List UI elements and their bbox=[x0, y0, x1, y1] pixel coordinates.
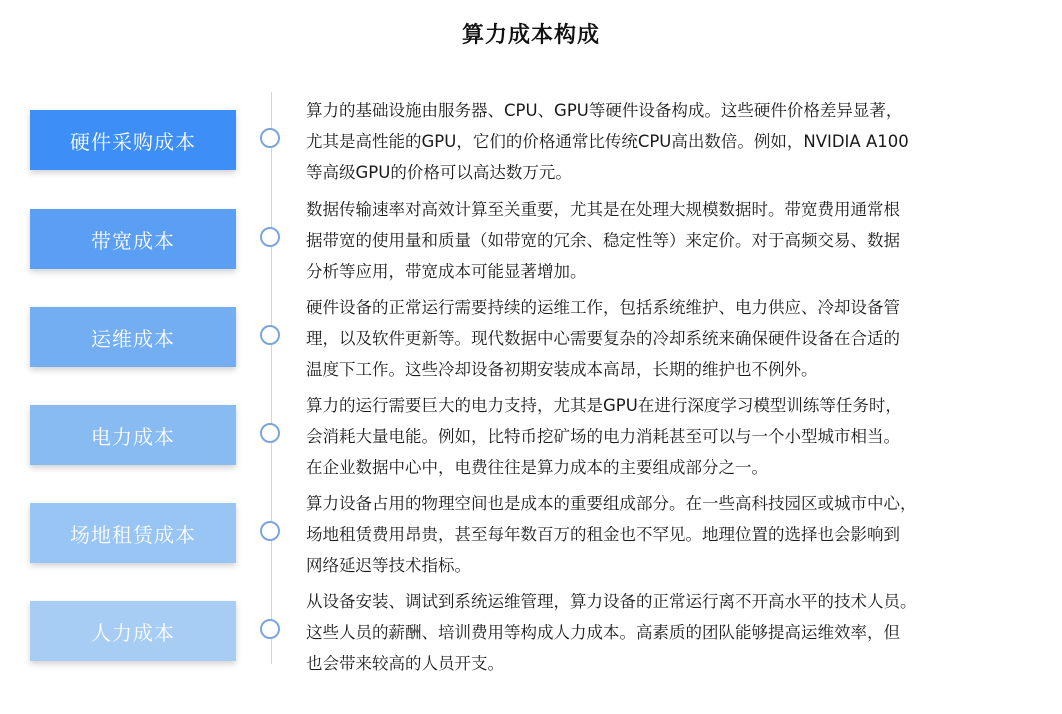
description-line: 也会带来较高的人员开支。 bbox=[306, 654, 504, 673]
timeline-dot bbox=[260, 227, 280, 247]
description-line: 从设备安装、调试到系统运维管理，算力设备的正常运行离不开高水平的技术人员。 bbox=[306, 592, 917, 611]
label-box-power: 电力成本 bbox=[30, 405, 236, 465]
description-line: 分析等应用，带宽成本可能显著增加。 bbox=[306, 262, 587, 281]
description-operations bbox=[306, 292, 1046, 385]
description-line: 理，以及软件更新等。现代数据中心需要复杂的冷却系统来确保硬件设备在合适的 bbox=[306, 329, 900, 348]
description-line: 算力的基础设施由服务器、CPU、GPU等硬件设备构成。这些硬件价格差异显著， bbox=[306, 101, 903, 120]
description-line: 等高级GPU的价格可以高达数万元。 bbox=[306, 163, 572, 182]
description-line: 网络延迟等技术指标。 bbox=[306, 556, 471, 575]
description-line: 算力设备占用的物理空间也是成本的重要组成部分。在一些高科技园区或城市中心， bbox=[306, 494, 917, 513]
cost-item-operations bbox=[0, 292, 1062, 382]
description-line: 这些人员的薪酬、培训费用等构成人力成本。高素质的团队能够提高运维效率，但 bbox=[306, 623, 900, 642]
description-line: 算力的运行需要巨大的电力支持，尤其是GPU在进行深度学习模型训练等任务时， bbox=[306, 396, 902, 415]
cost-item-site-rental bbox=[0, 488, 1062, 578]
description-line: 温度下工作。这些冷却设备初期安装成本高昂，长期的维护也不例外。 bbox=[306, 360, 818, 379]
description-line: 在企业数据中心中，电费往往是算力成本的主要组成部分之一。 bbox=[306, 458, 768, 477]
label-box-hardware: 硬件采购成本 bbox=[30, 110, 236, 170]
description-line: 场地租赁费用昂贵，甚至每年数百万的租金也不罕见。地理位置的选择也会影响到 bbox=[306, 525, 900, 544]
description-labor bbox=[306, 586, 1046, 679]
label-box-labor: 人力成本 bbox=[30, 601, 236, 661]
cost-item-bandwidth bbox=[0, 194, 1062, 284]
timeline-dot bbox=[260, 325, 280, 345]
label-box-operations: 运维成本 bbox=[30, 307, 236, 367]
description-line: 会消耗大量电能。例如，比特币挖矿场的电力消耗甚至可以与一个小型城市相当。 bbox=[306, 427, 900, 446]
description-line: 据带宽的使用量和质量（如带宽的冗余、稳定性等）来定价。对于高频交易、数据 bbox=[306, 231, 900, 250]
description-line: 尤其是高性能的GPU，它们的价格通常比传统CPU高出数倍。例如，NVIDIA A100 bbox=[306, 132, 909, 151]
cost-item-hardware bbox=[0, 95, 1062, 185]
timeline-dot bbox=[260, 521, 280, 541]
cost-item-labor bbox=[0, 586, 1062, 676]
description-bandwidth bbox=[306, 194, 1046, 287]
timeline-dot bbox=[260, 128, 280, 148]
description-line: 数据传输速率对高效计算至关重要，尤其是在处理大规模数据时。带宽费用通常根 bbox=[306, 200, 900, 219]
description-site-rental bbox=[306, 488, 1046, 581]
timeline-dot bbox=[260, 619, 280, 639]
description-hardware bbox=[306, 95, 1046, 188]
label-box-site-rental: 场地租赁成本 bbox=[30, 503, 236, 563]
description-line: 硬件设备的正常运行需要持续的运维工作，包括系统维护、电力供应、冷却设备管 bbox=[306, 298, 900, 317]
cost-item-power bbox=[0, 390, 1062, 480]
label-box-bandwidth: 带宽成本 bbox=[30, 209, 236, 269]
page-title: 算力成本构成 bbox=[461, 23, 600, 48]
description-power bbox=[306, 390, 1046, 483]
timeline-dot bbox=[260, 423, 280, 443]
